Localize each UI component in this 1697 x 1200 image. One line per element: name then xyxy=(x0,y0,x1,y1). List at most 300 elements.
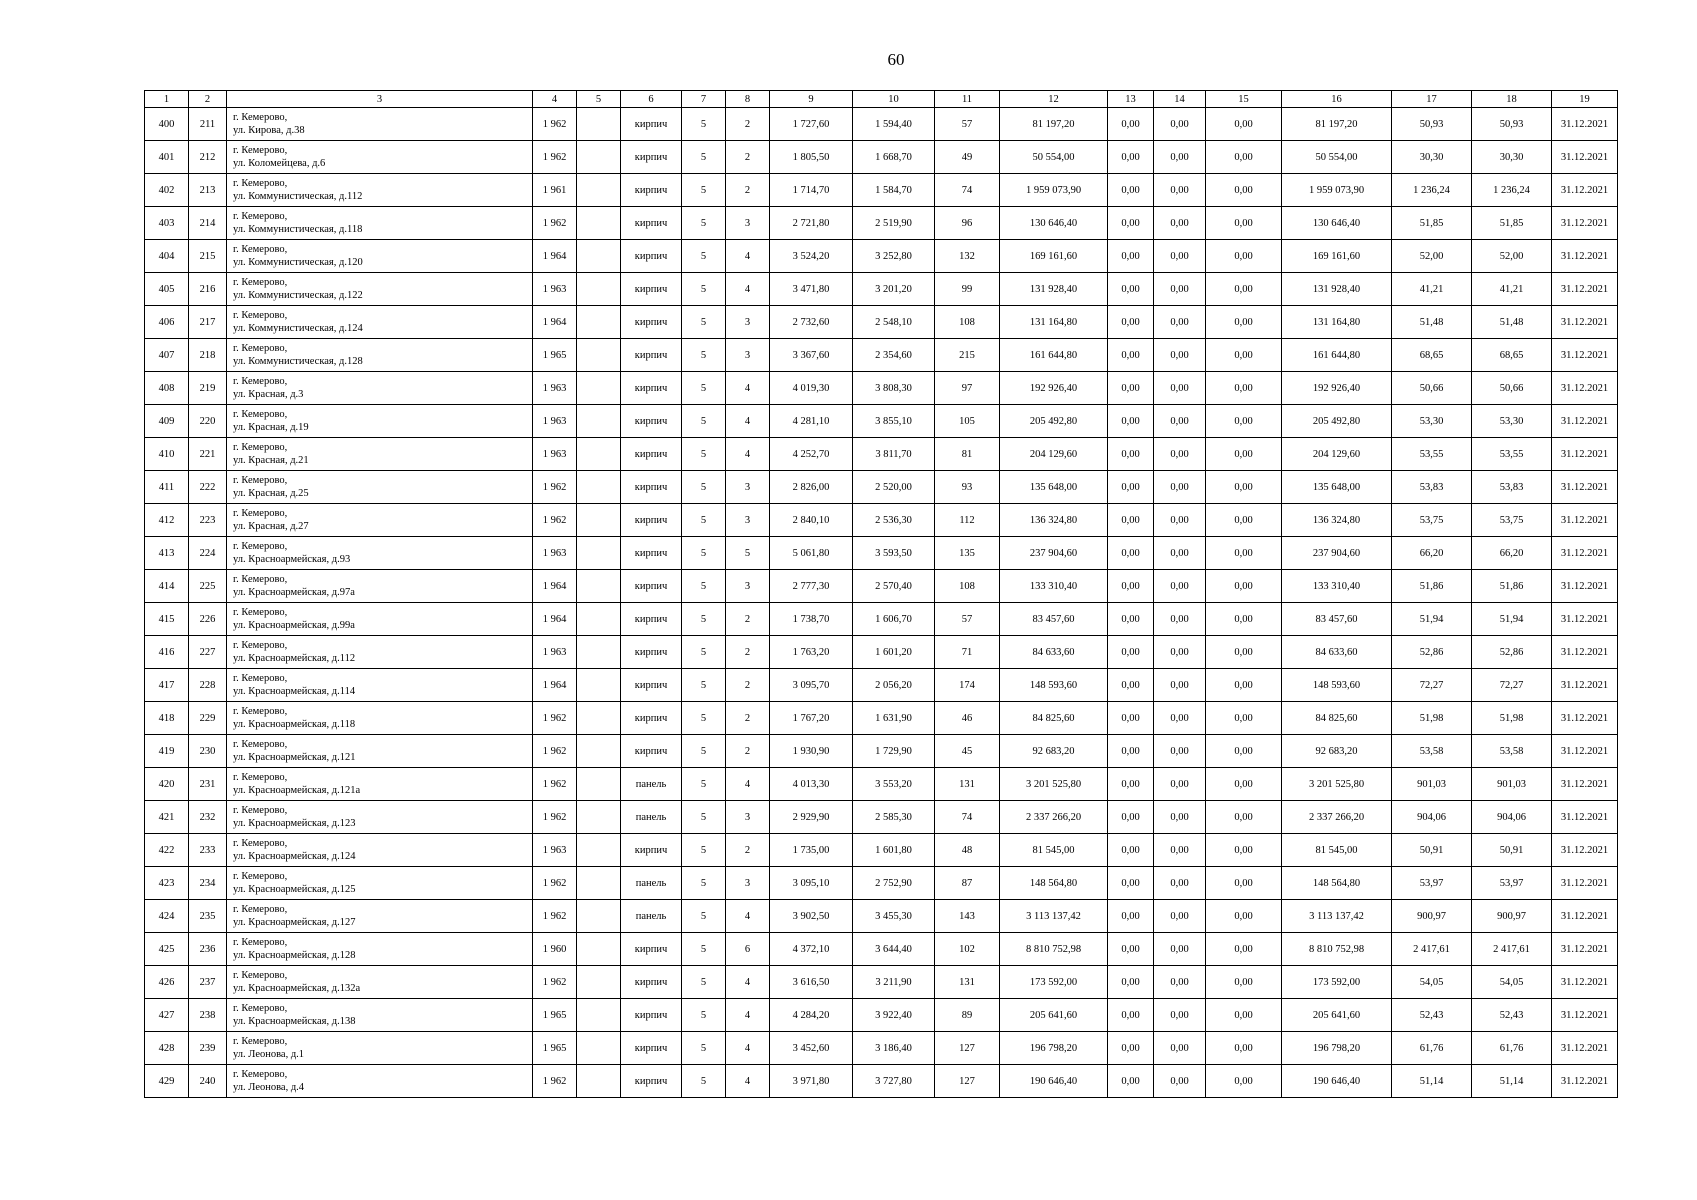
funds-15: 0,00 xyxy=(1206,834,1282,867)
address-city: г. Кемерово, xyxy=(233,673,288,684)
entrances: 2 xyxy=(726,108,770,141)
specific-cost: 53,83 xyxy=(1392,471,1472,504)
living-area: 1 729,90 xyxy=(853,735,935,768)
total-area: 2 929,90 xyxy=(770,801,853,834)
year-built: 1 962 xyxy=(533,900,577,933)
deadline: 31.12.2021 xyxy=(1552,603,1618,636)
address-street: ул. Красная, д.3 xyxy=(233,389,304,400)
address-cell xyxy=(227,768,533,801)
wall-material: кирпич xyxy=(621,999,682,1032)
cost-owners: 204 129,60 xyxy=(1282,438,1392,471)
cost-owners: 92 683,20 xyxy=(1282,735,1392,768)
year-built: 1 965 xyxy=(533,999,577,1032)
wall-material: кирпич xyxy=(621,306,682,339)
year-built: 1 963 xyxy=(533,273,577,306)
entrances: 4 xyxy=(726,240,770,273)
living-area: 3 644,40 xyxy=(853,933,935,966)
wall-material: кирпич xyxy=(621,966,682,999)
row-number: 413 xyxy=(145,537,189,570)
wall-material: кирпич xyxy=(621,570,682,603)
entrances: 4 xyxy=(726,966,770,999)
cost-total: 1 959 073,90 xyxy=(1000,174,1108,207)
entrances: 4 xyxy=(726,999,770,1032)
specific-cost: 54,05 xyxy=(1392,966,1472,999)
table-row xyxy=(145,636,1618,669)
residents: 57 xyxy=(935,108,1000,141)
row-local-number: 230 xyxy=(189,735,227,768)
total-area: 3 095,10 xyxy=(770,867,853,900)
address-street: ул. Красноармейская, д.99а xyxy=(233,620,355,631)
table-row xyxy=(145,141,1618,174)
entrances: 4 xyxy=(726,438,770,471)
funds-15: 0,00 xyxy=(1206,372,1282,405)
table-row xyxy=(145,273,1618,306)
cost-total: 84 825,60 xyxy=(1000,702,1108,735)
table-row xyxy=(145,702,1618,735)
address-city: г. Кемерово, xyxy=(233,871,288,882)
year-built: 1 962 xyxy=(533,141,577,174)
limit-cost: 30,30 xyxy=(1472,141,1552,174)
floors: 5 xyxy=(682,933,726,966)
year-built: 1 964 xyxy=(533,669,577,702)
deadline: 31.12.2021 xyxy=(1552,207,1618,240)
row-number: 411 xyxy=(145,471,189,504)
funds-14: 0,00 xyxy=(1154,933,1206,966)
funds-13: 0,00 xyxy=(1108,174,1154,207)
entrances: 4 xyxy=(726,900,770,933)
cost-owners: 196 798,20 xyxy=(1282,1032,1392,1065)
specific-cost: 901,03 xyxy=(1392,768,1472,801)
wall-material: панель xyxy=(621,768,682,801)
entrances: 4 xyxy=(726,372,770,405)
residents: 87 xyxy=(935,867,1000,900)
table-row xyxy=(145,108,1618,141)
total-area: 1 805,50 xyxy=(770,141,853,174)
living-area: 3 855,10 xyxy=(853,405,935,438)
year-built: 1 964 xyxy=(533,570,577,603)
floors: 5 xyxy=(682,438,726,471)
row-number: 412 xyxy=(145,504,189,537)
limit-cost: 51,86 xyxy=(1472,570,1552,603)
total-area: 3 971,80 xyxy=(770,1065,853,1098)
funds-15: 0,00 xyxy=(1206,933,1282,966)
floors: 5 xyxy=(682,207,726,240)
funds-13: 0,00 xyxy=(1108,834,1154,867)
floors: 5 xyxy=(682,603,726,636)
address-street: ул. Коммунистическая, д.120 xyxy=(233,257,363,268)
address-city: г. Кемерово, xyxy=(233,211,288,222)
table-row xyxy=(145,306,1618,339)
row-number: 424 xyxy=(145,900,189,933)
cost-total: 161 644,80 xyxy=(1000,339,1108,372)
wall-material: кирпич xyxy=(621,603,682,636)
specific-cost: 53,58 xyxy=(1392,735,1472,768)
address-city: г. Кемерово, xyxy=(233,772,288,783)
year-built: 1 963 xyxy=(533,372,577,405)
floors: 5 xyxy=(682,900,726,933)
row-local-number: 231 xyxy=(189,768,227,801)
limit-cost: 51,98 xyxy=(1472,702,1552,735)
address-street: ул. Коммунистическая, д.118 xyxy=(233,224,363,235)
cost-owners: 131 164,80 xyxy=(1282,306,1392,339)
specific-cost: 66,20 xyxy=(1392,537,1472,570)
residents: 127 xyxy=(935,1065,1000,1098)
limit-cost: 901,03 xyxy=(1472,768,1552,801)
row-local-number: 229 xyxy=(189,702,227,735)
funds-15: 0,00 xyxy=(1206,636,1282,669)
row-local-number: 218 xyxy=(189,339,227,372)
entrances: 3 xyxy=(726,570,770,603)
funds-15: 0,00 xyxy=(1206,1032,1282,1065)
address-city: г. Кемерово, xyxy=(233,937,288,948)
column-header: 19 xyxy=(1552,91,1618,108)
deadline: 31.12.2021 xyxy=(1552,999,1618,1032)
address-cell xyxy=(227,372,533,405)
limit-cost: 68,65 xyxy=(1472,339,1552,372)
wall-material: кирпич xyxy=(621,1065,682,1098)
row-local-number: 226 xyxy=(189,603,227,636)
floors: 5 xyxy=(682,867,726,900)
address-city: г. Кемерово, xyxy=(233,409,288,420)
address-city: г. Кемерово, xyxy=(233,1036,288,1047)
limit-cost: 41,21 xyxy=(1472,273,1552,306)
total-area: 4 252,70 xyxy=(770,438,853,471)
entrances: 4 xyxy=(726,405,770,438)
address-cell xyxy=(227,306,533,339)
entrances: 3 xyxy=(726,471,770,504)
residents: 102 xyxy=(935,933,1000,966)
living-area: 3 201,20 xyxy=(853,273,935,306)
funds-13: 0,00 xyxy=(1108,768,1154,801)
funds-14: 0,00 xyxy=(1154,141,1206,174)
address-street: ул. Коломейцева, д.6 xyxy=(233,158,326,169)
column-header: 8 xyxy=(726,91,770,108)
table-row xyxy=(145,834,1618,867)
living-area: 3 808,30 xyxy=(853,372,935,405)
floors: 5 xyxy=(682,240,726,273)
residents: 99 xyxy=(935,273,1000,306)
floors: 5 xyxy=(682,999,726,1032)
row-local-number: 215 xyxy=(189,240,227,273)
wall-material: кирпич xyxy=(621,174,682,207)
wall-material: кирпич xyxy=(621,207,682,240)
deadline: 31.12.2021 xyxy=(1552,537,1618,570)
floors: 5 xyxy=(682,141,726,174)
year-built: 1 964 xyxy=(533,603,577,636)
row-number: 400 xyxy=(145,108,189,141)
row-number: 429 xyxy=(145,1065,189,1098)
row-number: 408 xyxy=(145,372,189,405)
funds-14: 0,00 xyxy=(1154,900,1206,933)
row-number: 422 xyxy=(145,834,189,867)
address-street: ул. Красноармейская, д.128 xyxy=(233,950,356,961)
wall-material: кирпич xyxy=(621,438,682,471)
address-street: ул. Красная, д.21 xyxy=(233,455,309,466)
deadline: 31.12.2021 xyxy=(1552,669,1618,702)
funds-14: 0,00 xyxy=(1154,108,1206,141)
living-area: 2 536,30 xyxy=(853,504,935,537)
funds-15: 0,00 xyxy=(1206,240,1282,273)
address-cell xyxy=(227,834,533,867)
total-area: 2 840,10 xyxy=(770,504,853,537)
funds-14: 0,00 xyxy=(1154,636,1206,669)
funds-14: 0,00 xyxy=(1154,735,1206,768)
deadline: 31.12.2021 xyxy=(1552,933,1618,966)
row-local-number: 225 xyxy=(189,570,227,603)
row-number: 415 xyxy=(145,603,189,636)
address-city: г. Кемерово, xyxy=(233,640,288,651)
cost-total: 50 554,00 xyxy=(1000,141,1108,174)
address-cell xyxy=(227,207,533,240)
row-local-number: 220 xyxy=(189,405,227,438)
specific-cost: 51,85 xyxy=(1392,207,1472,240)
residents: 112 xyxy=(935,504,1000,537)
address-street: ул. Красноармейская, д.124 xyxy=(233,851,356,862)
table-row xyxy=(145,537,1618,570)
specific-cost: 51,14 xyxy=(1392,1065,1472,1098)
limit-cost: 53,55 xyxy=(1472,438,1552,471)
funds-15: 0,00 xyxy=(1206,570,1282,603)
address-city: г. Кемерово, xyxy=(233,541,288,552)
living-area: 2 519,90 xyxy=(853,207,935,240)
address-cell xyxy=(227,339,533,372)
column-header: 10 xyxy=(853,91,935,108)
cost-owners: 3 201 525,80 xyxy=(1282,768,1392,801)
address-street: ул. Красная, д.25 xyxy=(233,488,309,499)
limit-cost: 53,83 xyxy=(1472,471,1552,504)
column-5 xyxy=(577,141,621,174)
funds-14: 0,00 xyxy=(1154,174,1206,207)
row-number: 416 xyxy=(145,636,189,669)
funds-14: 0,00 xyxy=(1154,504,1206,537)
row-number: 419 xyxy=(145,735,189,768)
cost-total: 83 457,60 xyxy=(1000,603,1108,636)
limit-cost: 61,76 xyxy=(1472,1032,1552,1065)
floors: 5 xyxy=(682,801,726,834)
address-city: г. Кемерово, xyxy=(233,244,288,255)
specific-cost: 1 236,24 xyxy=(1392,174,1472,207)
funds-13: 0,00 xyxy=(1108,405,1154,438)
cost-owners: 50 554,00 xyxy=(1282,141,1392,174)
wall-material: кирпич xyxy=(621,405,682,438)
row-local-number: 240 xyxy=(189,1065,227,1098)
floors: 5 xyxy=(682,768,726,801)
limit-cost: 66,20 xyxy=(1472,537,1552,570)
limit-cost: 52,00 xyxy=(1472,240,1552,273)
entrances: 3 xyxy=(726,867,770,900)
column-header: 4 xyxy=(533,91,577,108)
living-area: 3 922,40 xyxy=(853,999,935,1032)
total-area: 5 061,80 xyxy=(770,537,853,570)
funds-15: 0,00 xyxy=(1206,999,1282,1032)
specific-cost: 30,30 xyxy=(1392,141,1472,174)
deadline: 31.12.2021 xyxy=(1552,1065,1618,1098)
living-area: 2 354,60 xyxy=(853,339,935,372)
address-cell xyxy=(227,108,533,141)
limit-cost: 904,06 xyxy=(1472,801,1552,834)
funds-14: 0,00 xyxy=(1154,1065,1206,1098)
column-5 xyxy=(577,933,621,966)
address-street: ул. Красноармейская, д.112 xyxy=(233,653,356,664)
funds-13: 0,00 xyxy=(1108,141,1154,174)
total-area: 1 735,00 xyxy=(770,834,853,867)
wall-material: кирпич xyxy=(621,669,682,702)
funds-13: 0,00 xyxy=(1108,240,1154,273)
column-header: 7 xyxy=(682,91,726,108)
funds-15: 0,00 xyxy=(1206,768,1282,801)
year-built: 1 962 xyxy=(533,504,577,537)
table-row xyxy=(145,339,1618,372)
address-city: г. Кемерово, xyxy=(233,970,288,981)
year-built: 1 963 xyxy=(533,537,577,570)
funds-15: 0,00 xyxy=(1206,339,1282,372)
deadline: 31.12.2021 xyxy=(1552,966,1618,999)
floors: 5 xyxy=(682,405,726,438)
living-area: 3 252,80 xyxy=(853,240,935,273)
cost-owners: 81 197,20 xyxy=(1282,108,1392,141)
deadline: 31.12.2021 xyxy=(1552,141,1618,174)
limit-cost: 51,14 xyxy=(1472,1065,1552,1098)
row-number: 402 xyxy=(145,174,189,207)
cost-total: 237 904,60 xyxy=(1000,537,1108,570)
cost-owners: 192 926,40 xyxy=(1282,372,1392,405)
cost-total: 3 201 525,80 xyxy=(1000,768,1108,801)
funds-15: 0,00 xyxy=(1206,801,1282,834)
row-local-number: 219 xyxy=(189,372,227,405)
specific-cost: 51,98 xyxy=(1392,702,1472,735)
funds-14: 0,00 xyxy=(1154,966,1206,999)
cost-owners: 130 646,40 xyxy=(1282,207,1392,240)
table-row xyxy=(145,603,1618,636)
year-built: 1 961 xyxy=(533,174,577,207)
funds-15: 0,00 xyxy=(1206,438,1282,471)
entrances: 4 xyxy=(726,768,770,801)
cost-owners: 190 646,40 xyxy=(1282,1065,1392,1098)
wall-material: кирпич xyxy=(621,933,682,966)
entrances: 2 xyxy=(726,141,770,174)
living-area: 1 631,90 xyxy=(853,702,935,735)
residents: 49 xyxy=(935,141,1000,174)
specific-cost: 41,21 xyxy=(1392,273,1472,306)
cost-owners: 3 113 137,42 xyxy=(1282,900,1392,933)
living-area: 1 668,70 xyxy=(853,141,935,174)
living-area: 2 570,40 xyxy=(853,570,935,603)
cost-owners: 2 337 266,20 xyxy=(1282,801,1392,834)
address-cell xyxy=(227,636,533,669)
address-street: ул. Коммунистическая, д.122 xyxy=(233,290,363,301)
deadline: 31.12.2021 xyxy=(1552,372,1618,405)
funds-15: 0,00 xyxy=(1206,207,1282,240)
funds-14: 0,00 xyxy=(1154,834,1206,867)
floors: 5 xyxy=(682,1065,726,1098)
year-built: 1 962 xyxy=(533,207,577,240)
cost-owners: 1 959 073,90 xyxy=(1282,174,1392,207)
row-number: 428 xyxy=(145,1032,189,1065)
cost-total: 2 337 266,20 xyxy=(1000,801,1108,834)
wall-material: кирпич xyxy=(621,636,682,669)
column-5 xyxy=(577,801,621,834)
cost-total: 92 683,20 xyxy=(1000,735,1108,768)
funds-14: 0,00 xyxy=(1154,999,1206,1032)
total-area: 3 902,50 xyxy=(770,900,853,933)
cost-total: 205 641,60 xyxy=(1000,999,1108,1032)
row-local-number: 233 xyxy=(189,834,227,867)
table-row xyxy=(145,174,1618,207)
funds-14: 0,00 xyxy=(1154,207,1206,240)
floors: 5 xyxy=(682,504,726,537)
row-number: 425 xyxy=(145,933,189,966)
cost-total: 190 646,40 xyxy=(1000,1065,1108,1098)
floors: 5 xyxy=(682,471,726,504)
funds-15: 0,00 xyxy=(1206,537,1282,570)
residents: 143 xyxy=(935,900,1000,933)
cost-total: 204 129,60 xyxy=(1000,438,1108,471)
funds-15: 0,00 xyxy=(1206,1065,1282,1098)
address-city: г. Кемерово, xyxy=(233,1069,288,1080)
deadline: 31.12.2021 xyxy=(1552,768,1618,801)
specific-cost: 72,27 xyxy=(1392,669,1472,702)
limit-cost: 53,97 xyxy=(1472,867,1552,900)
table-body xyxy=(145,108,1618,1098)
table-row xyxy=(145,669,1618,702)
deadline: 31.12.2021 xyxy=(1552,471,1618,504)
column-5 xyxy=(577,1065,621,1098)
funds-13: 0,00 xyxy=(1108,669,1154,702)
address-street: ул. Красноармейская, д.121а xyxy=(233,785,361,796)
residents: 57 xyxy=(935,603,1000,636)
column-5 xyxy=(577,735,621,768)
limit-cost: 52,43 xyxy=(1472,999,1552,1032)
address-city: г. Кемерово, xyxy=(233,607,288,618)
address-cell xyxy=(227,537,533,570)
specific-cost: 50,66 xyxy=(1392,372,1472,405)
limit-cost: 52,86 xyxy=(1472,636,1552,669)
funds-13: 0,00 xyxy=(1108,273,1154,306)
funds-14: 0,00 xyxy=(1154,405,1206,438)
year-built: 1 965 xyxy=(533,339,577,372)
address-street: ул. Леонова, д.4 xyxy=(233,1082,305,1093)
cost-total: 136 324,80 xyxy=(1000,504,1108,537)
limit-cost: 50,93 xyxy=(1472,108,1552,141)
specific-cost: 900,97 xyxy=(1392,900,1472,933)
row-number: 405 xyxy=(145,273,189,306)
residents: 215 xyxy=(935,339,1000,372)
cost-owners: 136 324,80 xyxy=(1282,504,1392,537)
row-number: 403 xyxy=(145,207,189,240)
funds-13: 0,00 xyxy=(1108,867,1154,900)
floors: 5 xyxy=(682,735,726,768)
living-area: 3 186,40 xyxy=(853,1032,935,1065)
row-local-number: 214 xyxy=(189,207,227,240)
cost-total: 205 492,80 xyxy=(1000,405,1108,438)
address-city: г. Кемерово, xyxy=(233,1003,288,1014)
specific-cost: 53,97 xyxy=(1392,867,1472,900)
deadline: 31.12.2021 xyxy=(1552,240,1618,273)
residents: 97 xyxy=(935,372,1000,405)
wall-material: кирпич xyxy=(621,1032,682,1065)
year-built: 1 962 xyxy=(533,108,577,141)
specific-cost: 51,94 xyxy=(1392,603,1472,636)
table-header xyxy=(145,91,1618,108)
living-area: 3 553,20 xyxy=(853,768,935,801)
funds-13: 0,00 xyxy=(1108,339,1154,372)
address-city: г. Кемерово, xyxy=(233,145,288,156)
total-area: 1 767,20 xyxy=(770,702,853,735)
deadline: 31.12.2021 xyxy=(1552,801,1618,834)
table-row xyxy=(145,372,1618,405)
specific-cost: 61,76 xyxy=(1392,1032,1472,1065)
total-area: 2 721,80 xyxy=(770,207,853,240)
